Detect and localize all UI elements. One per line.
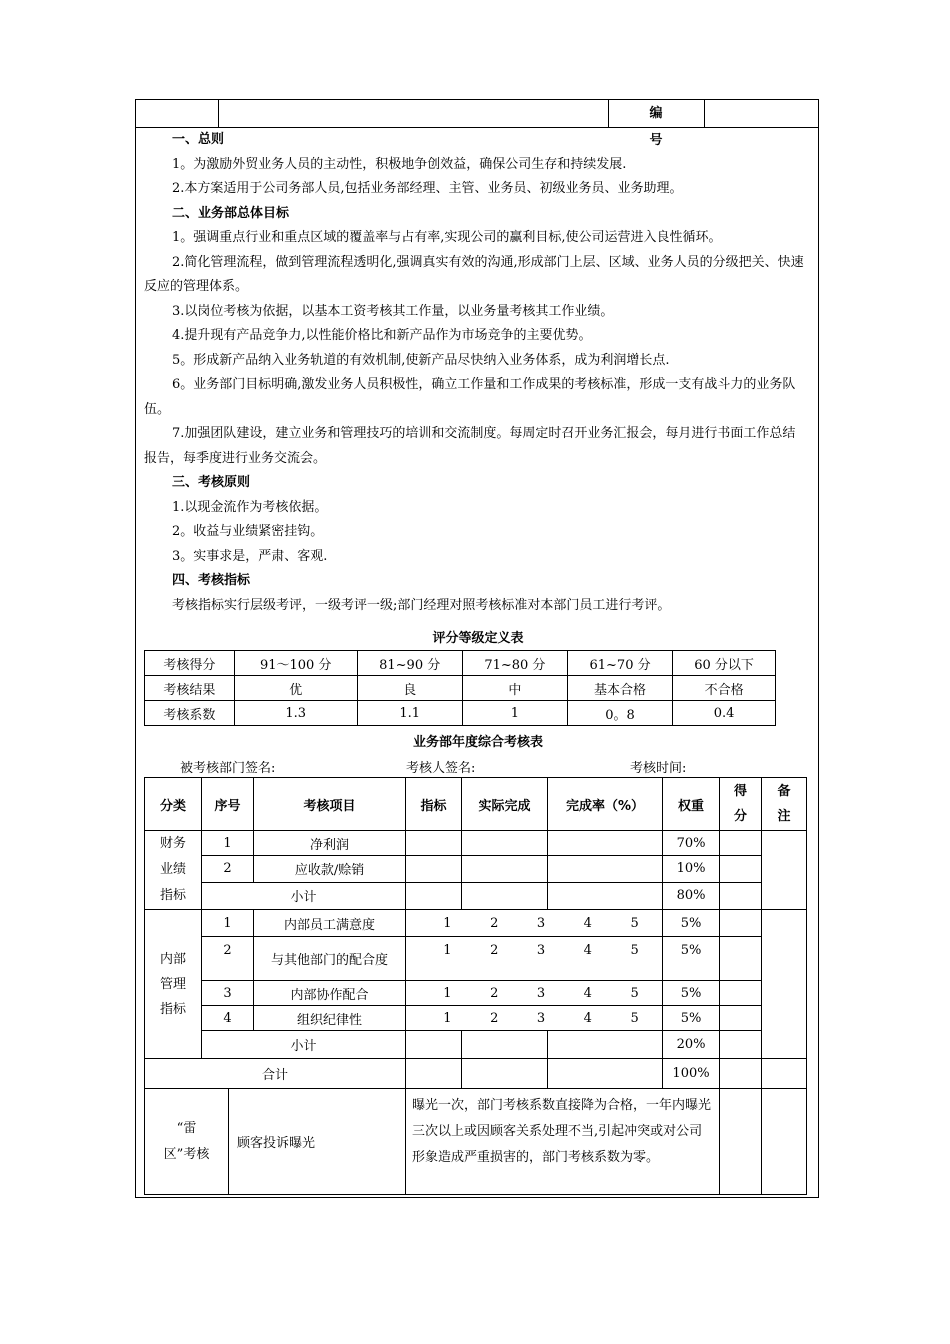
row-actual [462,831,548,856]
table-row [145,676,776,701]
scale-value: 3 [536,1010,546,1026]
scale-value: 2 [490,915,499,931]
sign-assessor-label: 考核人签名: [406,761,476,776]
table-row [145,1059,807,1089]
table-row [145,1031,807,1059]
table-cell: 60 分以下 [673,651,776,676]
table-cell: 优 [234,676,357,701]
row-score [720,981,762,1006]
scale-value: 2 [490,1010,499,1026]
number-value [705,100,819,127]
scale-value: 5 [630,943,639,958]
paragraph: 2.本方案适用于公司务部人员,包括业务部经理、主管、业务员、初级业务员、业务助理。 [172,181,683,196]
scale-value: 2 [490,985,499,1001]
rating-scale [406,937,663,981]
table-row [145,651,776,676]
category-internal: 内部管理指标 [145,910,202,1059]
subtotal-weight: 20% [663,1031,720,1059]
row-actual [462,856,548,882]
row-item: 内部协作配合 [254,981,406,1006]
table-cell: 考核得分 [145,651,235,676]
row-weight: 10% [663,856,720,882]
row-score [720,1006,762,1031]
table-row [145,882,807,909]
paragraph: 4.提升现有产品竞争力,以性能价格比和新产品作为市场竞争的主要优势。 [172,328,592,343]
rating-scale [406,1006,663,1031]
header-item: 考核项目 [254,778,406,831]
paragraph: 5。形成新产品纳入业务轨道的有效机制,使新产品尽快纳入业务体系，成为利润增长点. [172,352,670,368]
total-weight: 100% [663,1059,720,1089]
table-cell: 61~70 分 [567,651,672,676]
row-no: 4 [202,1006,254,1031]
sign-dept-label: 被考核部门签名: [180,761,276,776]
scale-value: 1 [443,915,452,931]
paragraph: 考核指标实行层级考评，一级考评一级;部门经理对照考核标准对本部门员工进行考评。 [172,597,671,613]
row-item: 组织纪律性 [254,1006,406,1031]
scale-value: 1 [443,985,452,1001]
header-cell-3 [608,100,705,148]
scale-value: 2 [490,943,499,958]
category-finance: 财务业绩指标 [145,831,202,910]
row-rate [548,1031,663,1059]
table-row [145,981,807,1006]
row-actual [462,1059,548,1089]
paragraph: 3.以岗位考核为依据，以基本工资考核其工作量，以业务量考核其工作业绩。 [172,303,614,319]
scale-value: 3 [536,943,546,958]
table-row [145,1006,807,1031]
scale-value: 5 [630,1010,639,1026]
grade-table [144,650,776,726]
header-category: 分类 [145,778,202,831]
rating-scale [406,910,663,937]
table-cell: 1 [462,701,567,726]
row-weight: 5% [663,1006,720,1031]
row-weight: 5% [663,981,720,1006]
header-cell-1 [136,100,219,127]
header-rate: 完成率（%） [548,778,663,831]
row-score [720,1059,762,1089]
scale-value: 4 [583,1010,592,1026]
table-row [145,856,807,882]
header-cell-2 [218,100,609,127]
table-row [145,831,807,856]
paragraph: 7.加强团队建设，建立业务和管理技巧的培训和交流制度。每周定时召开业务汇报会，每月进行书面工作总结报告，每季度进行业务交流会。 [144,426,796,466]
row-indicator [406,1031,462,1059]
table-cell: 0.4 [673,701,776,726]
table-cell: 不合格 [673,676,776,701]
row-no: 1 [202,910,254,937]
row-rate [548,831,663,856]
header-remark: 备注 [762,778,807,831]
grade-table-title: 评分等级定义表 [432,631,524,646]
table-row [145,937,807,981]
scale-value: 5 [630,915,639,931]
row-no: 2 [202,856,254,882]
row-rate [548,1059,663,1089]
row-item: 净利润 [254,831,406,856]
scale-value: 4 [583,943,592,958]
row-no: 1 [202,831,254,856]
row-score [720,1031,762,1059]
total-label: 合计 [145,1059,406,1089]
rating-scale [406,981,663,1006]
row-score [720,937,762,981]
annual-table-title: 业务部年度综合考核表 [412,735,543,750]
minefield-item: 顾客投诉曝光 [229,1089,406,1195]
table-row [145,701,776,726]
subtotal-label: 小计 [202,882,406,909]
header-actual: 实际完成 [462,778,548,831]
body-content [136,128,818,618]
row-weight: 5% [663,937,720,981]
paragraph: 3。实事求是，严肃、客观. [172,548,328,564]
table-cell: 1.3 [234,701,357,726]
paragraph: 1.以现金流作为考核依据。 [172,499,328,515]
table-cell: 考核系数 [145,701,235,726]
sign-time-label: 考核时间: [630,761,687,776]
row-item: 应收款/赊销 [254,856,406,882]
scale-value: 4 [583,985,592,1001]
subtotal-weight: 80% [663,882,720,909]
row-rate [548,882,663,909]
row-score [720,1089,762,1195]
table-row [145,910,807,937]
section-heading: 一、总则 [172,132,225,147]
table-cell: 91～100 分 [234,651,357,676]
row-no: 2 [202,937,254,981]
category-minefield: “雷区”考核 [145,1089,229,1195]
table-cell: 0。8 [567,701,672,726]
table-cell: 81~90 分 [357,651,462,676]
section-heading: 四、考核指标 [172,573,251,588]
row-remark [762,910,807,1059]
table-cell: 良 [357,676,462,701]
document-frame [135,99,819,1198]
scale-value: 1 [443,1010,452,1026]
row-score [720,882,762,909]
scale-value: 1 [443,943,452,958]
table-cell: 71~80 分 [462,651,567,676]
subtotal-label: 小计 [202,1031,406,1059]
paragraph: 2。收益与业绩紧密挂钩。 [172,524,324,539]
header-weight: 权重 [663,778,720,831]
row-item: 与其他部门的配合度 [254,937,406,981]
scale-value: 3 [536,985,546,1001]
row-score [720,831,762,856]
table-cell: 基本合格 [567,676,672,701]
header-score: 得分 [720,778,762,831]
table-cell: 中 [462,676,567,701]
paragraph: 2.简化管理流程，做到管理流程透明化,强调真实有效的沟通,形成部门上层、区域、业务人员的分级把关、快速反应的管理体系。 [144,254,804,294]
row-indicator [406,831,462,856]
scale-value: 3 [536,915,546,931]
row-weight: 5% [663,910,720,937]
row-actual [462,882,548,909]
row-remark [762,831,807,910]
annual-table [144,777,807,1195]
row-rate [548,856,663,882]
row-item: 内部员工满意度 [254,910,406,937]
paragraph: 1。为激励外贸业务人员的主动性，积极地争创效益，确保公司生存和持续发展. [172,156,627,172]
section-heading: 二、业务部总体目标 [172,205,290,221]
row-indicator [406,882,462,909]
row-indicator [406,856,462,882]
scale-value: 5 [630,985,639,1001]
paragraph: 1。强调重点行业和重点区域的覆盖率与占有率,实现公司的赢利目标,使公司运营进入良性循环。 [172,230,722,245]
scale-value: 4 [583,915,592,931]
minefield-description: 曝光一次，部门考核系数直接降为合格，一年内曝光三次以上或因顾客关系处理不当,引起冲突或对公司形象造成严重损害的，部门考核系数为零。 [406,1089,720,1195]
section-heading: 三、考核原则 [172,475,251,490]
table-row [145,778,807,831]
row-score [720,910,762,937]
row-weight: 70% [663,831,720,856]
table-row [145,1089,807,1195]
number-label: 编 号 [649,106,687,148]
header-no: 序号 [202,778,254,831]
table-cell: 考核结果 [145,676,235,701]
paragraph: 6。业务部门目标明确,激发业务人员积极性，确立工作量和工作成果的考核标准，形成一支有战斗力的业务队伍。 [144,377,796,417]
row-score [720,856,762,882]
table-cell: 1.1 [357,701,462,726]
row-indicator [406,1059,462,1089]
row-no: 3 [202,981,254,1006]
row-actual [462,1031,548,1059]
row-remark [762,1089,807,1195]
row-remark [762,1059,807,1089]
header-indicator: 指标 [406,778,462,831]
